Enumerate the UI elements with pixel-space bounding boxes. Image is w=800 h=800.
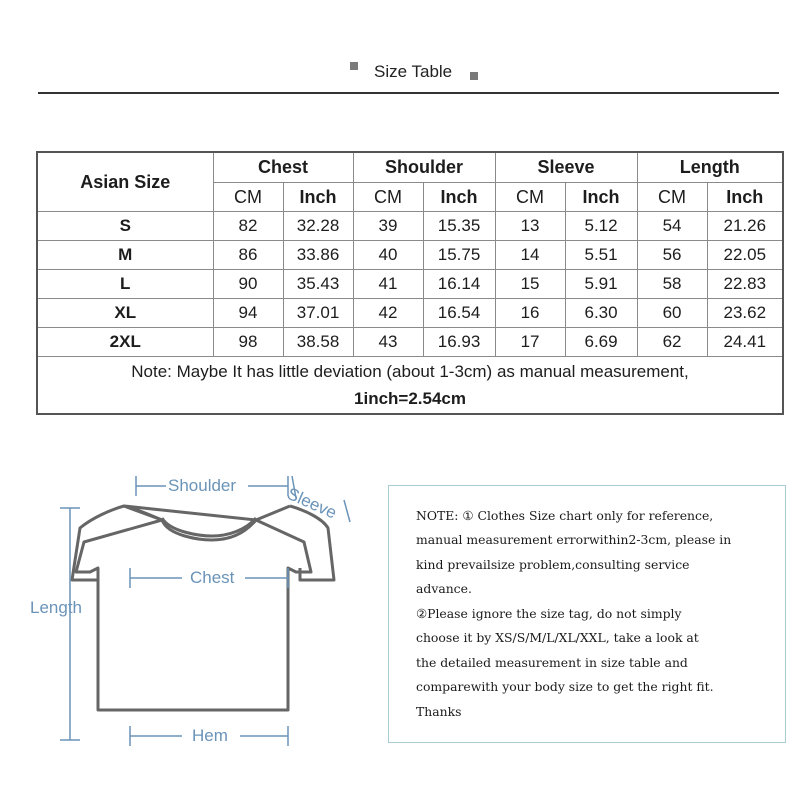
table-cell: 41 [353, 270, 423, 299]
note-line: ②Please ignore the size tag, do not simply [416, 606, 682, 621]
unit-header: CM [495, 183, 565, 212]
table-cell: 62 [637, 328, 707, 357]
group-header-chest: Chest [213, 152, 353, 183]
note-line: NOTE: ① Clothes Size chart only for reference, [416, 508, 714, 523]
table-cell: 22.83 [707, 270, 783, 299]
table-cell: 32.28 [283, 212, 353, 241]
note-line: kind prevailsize problem,consulting service [416, 557, 690, 572]
table-cell: 5.91 [565, 270, 637, 299]
table-cell: 37.01 [283, 299, 353, 328]
hem-label: Hem [192, 726, 228, 745]
square-bullet-icon [350, 62, 358, 70]
table-cell: 16 [495, 299, 565, 328]
group-header-sleeve: Sleeve [495, 152, 637, 183]
table-cell: 16.54 [423, 299, 495, 328]
table-cell: 16.93 [423, 328, 495, 357]
unit-header: Inch [565, 183, 637, 212]
table-cell: 39 [353, 212, 423, 241]
table-cell: 16.14 [423, 270, 495, 299]
size-cell: M [37, 241, 213, 270]
note-line: advance. [416, 581, 472, 596]
sleeve-label: Sleeve [284, 484, 340, 523]
tshirt-measurement-diagram [0, 440, 380, 780]
note-line: comparewith your body size to get the right fit. [416, 679, 714, 694]
table-note-row [37, 357, 783, 415]
size-table [36, 151, 784, 415]
note-line: manual measurement errorwithin2-3cm, please in [416, 532, 732, 547]
table-cell: 14 [495, 241, 565, 270]
table-cell: 6.69 [565, 328, 637, 357]
table-row [37, 299, 783, 328]
unit-header: Inch [423, 183, 495, 212]
table-row [37, 212, 783, 241]
table-row [37, 270, 783, 299]
table-cell: 54 [637, 212, 707, 241]
table-cell: 38.58 [283, 328, 353, 357]
table-cell: 22.05 [707, 241, 783, 270]
table-cell: 21.26 [707, 212, 783, 241]
table-cell: 90 [213, 270, 283, 299]
unit-header: CM [637, 183, 707, 212]
note-line: Thanks [416, 704, 462, 719]
unit-header: Inch [283, 183, 353, 212]
unit-header: CM [213, 183, 283, 212]
table-cell: 5.12 [565, 212, 637, 241]
sizing-note-box [388, 485, 786, 743]
table-cell: 60 [637, 299, 707, 328]
table-cell: 15.75 [423, 241, 495, 270]
group-header-length: Length [637, 152, 783, 183]
table-cell: 35.43 [283, 270, 353, 299]
unit-header: Inch [707, 183, 783, 212]
chest-label: Chest [190, 568, 235, 587]
table-cell: 15.35 [423, 212, 495, 241]
size-cell: L [37, 270, 213, 299]
section-header [0, 58, 800, 88]
table-cell: 42 [353, 299, 423, 328]
table-cell: 94 [213, 299, 283, 328]
table-note [37, 357, 783, 415]
table-row [37, 328, 783, 357]
note-line: choose it by XS/S/M/L/XL/XXL, take a look at [416, 630, 699, 645]
table-cell: 40 [353, 241, 423, 270]
size-cell: XL [37, 299, 213, 328]
table-group-header-row [37, 152, 783, 183]
section-title: Size Table [374, 62, 453, 81]
size-cell: S [37, 212, 213, 241]
note-line: the detailed measurement in size table and [416, 655, 688, 670]
table-cell: 58 [637, 270, 707, 299]
table-cell: 13 [495, 212, 565, 241]
table-cell: 82 [213, 212, 283, 241]
table-row [37, 241, 783, 270]
table-cell: 98 [213, 328, 283, 357]
shoulder-label: Shoulder [168, 476, 237, 495]
header-divider [38, 92, 779, 94]
table-cell: 24.41 [707, 328, 783, 357]
table-cell: 86 [213, 241, 283, 270]
table-cell: 17 [495, 328, 565, 357]
table-cell: 6.30 [565, 299, 637, 328]
table-cell: 5.51 [565, 241, 637, 270]
table-cell: 43 [353, 328, 423, 357]
group-header-shoulder: Shoulder [353, 152, 495, 183]
square-bullet-icon [470, 72, 478, 80]
unit-conversion: 1inch=2.54cm [354, 389, 467, 408]
unit-header: CM [353, 183, 423, 212]
table-cell: 23.62 [707, 299, 783, 328]
size-column-header: Asian Size [37, 152, 213, 212]
table-cell: 33.86 [283, 241, 353, 270]
table-cell: 15 [495, 270, 565, 299]
length-label: Length [30, 598, 82, 617]
deviation-note: Note: Maybe It has little deviation (about 1-3cm) as manual measurement, [131, 362, 689, 381]
size-cell: 2XL [37, 328, 213, 357]
table-cell: 56 [637, 241, 707, 270]
